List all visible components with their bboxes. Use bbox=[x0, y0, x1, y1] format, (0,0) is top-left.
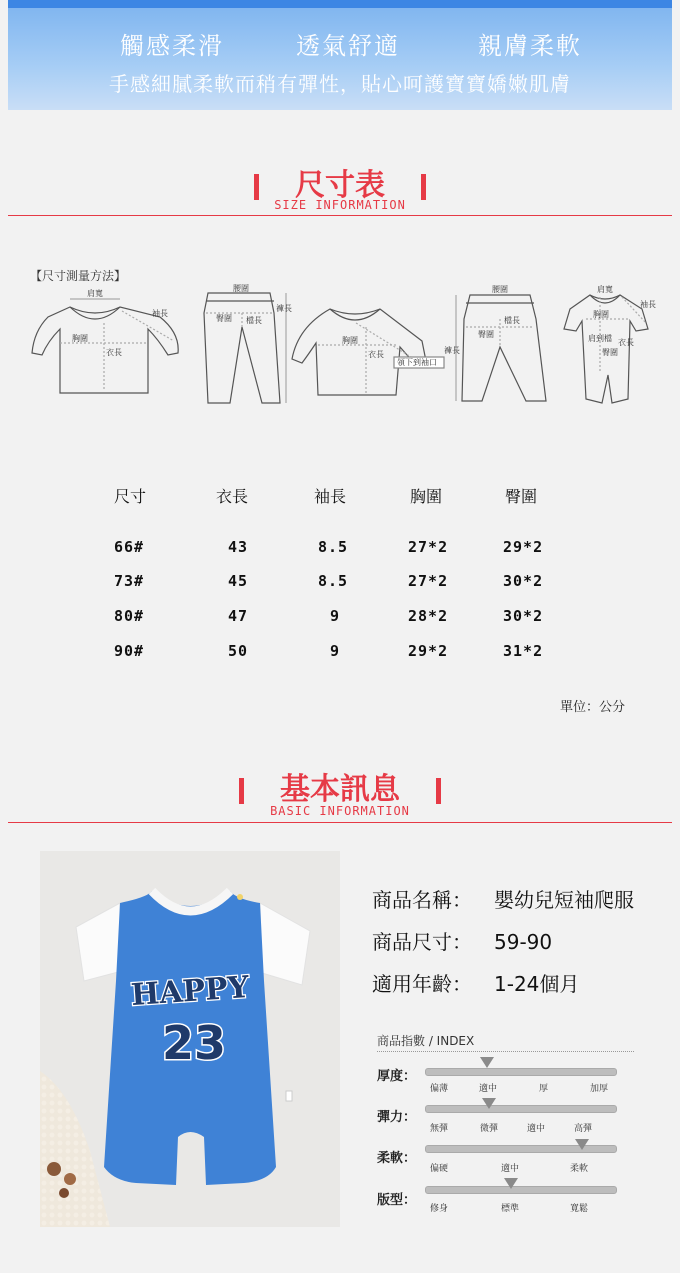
table-cell: 73# bbox=[114, 572, 145, 590]
feature-2: 透氣舒適 bbox=[296, 32, 400, 60]
table-header: 胸圍 bbox=[410, 487, 443, 506]
top-banner bbox=[8, 0, 672, 110]
measure-method-label: 【尺寸測量方法】 bbox=[30, 269, 127, 283]
svg-text:肩到檔: 肩到檔 bbox=[588, 334, 612, 343]
basic-title-text: 基本訊息 bbox=[280, 772, 400, 807]
svg-text:檔長: 檔長 bbox=[246, 316, 262, 325]
romper-illustration bbox=[40, 851, 340, 1227]
slider-label: 厚度： bbox=[377, 1069, 417, 1084]
slider-option: 柔軟 bbox=[570, 1164, 589, 1174]
index-title: 商品指數 / INDEX bbox=[377, 1034, 475, 1048]
basic-section-rule bbox=[8, 822, 672, 823]
table-header: 衣長 bbox=[216, 487, 249, 506]
slider-marker bbox=[575, 1139, 589, 1150]
feature-3: 親膚柔軟 bbox=[478, 32, 582, 60]
svg-text:胸圍: 胸圍 bbox=[342, 336, 358, 345]
slider-marker bbox=[504, 1178, 518, 1189]
slider-option: 無彈 bbox=[430, 1124, 449, 1134]
svg-text:胸圍: 胸圍 bbox=[593, 310, 609, 319]
slider-label: 版型： bbox=[377, 1193, 417, 1208]
table-cell: 90# bbox=[114, 642, 145, 660]
table-cell: 43 bbox=[228, 538, 249, 556]
slider-track bbox=[425, 1186, 617, 1194]
top-diagram bbox=[32, 288, 178, 393]
slider-option: 偏硬 bbox=[430, 1164, 449, 1174]
table-cell: 30*2 bbox=[503, 572, 544, 590]
title-bar-left bbox=[239, 778, 244, 804]
slider-option: 偏薄 bbox=[430, 1084, 449, 1094]
basic-section-title bbox=[0, 764, 680, 808]
svg-text:領下到袖口: 領下到袖口 bbox=[397, 358, 437, 367]
table-cell: 45 bbox=[228, 572, 249, 590]
slider-track bbox=[425, 1068, 617, 1076]
table-cell: 30*2 bbox=[503, 607, 544, 625]
size-section-rule bbox=[8, 215, 672, 216]
slider-option: 微彈 bbox=[480, 1124, 499, 1134]
slider-option: 修身 bbox=[430, 1204, 449, 1214]
slider-option: 適中 bbox=[479, 1084, 498, 1094]
svg-text:胸圍: 胸圍 bbox=[72, 334, 88, 343]
svg-text:臀圍: 臀圍 bbox=[478, 330, 494, 339]
slider-option: 適中 bbox=[527, 1124, 546, 1134]
romper-word: HAPPY bbox=[129, 969, 251, 1014]
svg-text:衣長: 衣長 bbox=[618, 338, 634, 347]
table-cell: 47 bbox=[228, 607, 249, 625]
table-cell: 9 bbox=[330, 607, 341, 625]
slider-option: 標準 bbox=[501, 1204, 520, 1214]
slider-option: 厚 bbox=[539, 1084, 549, 1094]
svg-text:衣長: 衣長 bbox=[368, 350, 384, 359]
romper-number: 23 bbox=[161, 1016, 227, 1070]
raglan-top-diagram bbox=[292, 309, 444, 395]
table-cell: 29*2 bbox=[408, 642, 449, 660]
pants-diagram bbox=[204, 283, 292, 403]
title-bar-left bbox=[254, 174, 259, 200]
table-cell: 31*2 bbox=[503, 642, 544, 660]
svg-text:腰圍: 腰圍 bbox=[233, 284, 249, 293]
product-photo bbox=[40, 851, 340, 1227]
info-key: 商品尺寸： bbox=[372, 930, 472, 954]
table-header: 尺寸 bbox=[114, 487, 147, 506]
feature-1: 觸感柔滑 bbox=[120, 32, 224, 60]
svg-text:袖長: 袖長 bbox=[640, 300, 656, 309]
table-cell: 66# bbox=[114, 538, 145, 556]
table-cell: 29*2 bbox=[503, 538, 544, 556]
table-cell: 8.5 bbox=[318, 572, 349, 590]
romper-diagram bbox=[564, 284, 656, 403]
slider-option: 加厚 bbox=[590, 1084, 609, 1094]
svg-text:腰圍: 腰圍 bbox=[492, 285, 508, 294]
svg-text:肩寬: 肩寬 bbox=[87, 289, 103, 298]
table-header: 袖長 bbox=[314, 487, 347, 506]
svg-text:衣長: 衣長 bbox=[106, 348, 122, 357]
info-value: 嬰幼兒短袖爬服 bbox=[494, 888, 634, 912]
table-cell: 27*2 bbox=[408, 572, 449, 590]
svg-text:袖長: 袖長 bbox=[152, 309, 168, 318]
measurement-diagrams bbox=[30, 283, 670, 413]
info-value: 1-24個月 bbox=[494, 972, 580, 996]
svg-text:臀圍: 臀圍 bbox=[216, 314, 232, 323]
banner-subtitle: 手感細膩柔軟而稍有彈性，貼心呵護寶寶嬌嫩肌膚 bbox=[109, 72, 571, 96]
table-cell: 80# bbox=[114, 607, 145, 625]
svg-text:臀圍: 臀圍 bbox=[602, 348, 618, 357]
info-row-name bbox=[372, 884, 634, 913]
info-key: 商品名稱： bbox=[372, 888, 472, 912]
slider-label: 彈力： bbox=[377, 1110, 417, 1125]
info-key: 適用年齡： bbox=[372, 972, 472, 996]
banner-topbar bbox=[8, 0, 672, 8]
slider-marker bbox=[480, 1057, 494, 1068]
shorts-diagram bbox=[444, 284, 546, 401]
slider-option: 寬鬆 bbox=[570, 1204, 589, 1214]
slider-option: 適中 bbox=[501, 1164, 520, 1174]
title-bar-right bbox=[436, 778, 441, 804]
index-rule bbox=[377, 1051, 634, 1052]
size-title-text: 尺寸表 bbox=[295, 168, 385, 203]
slider-option: 高彈 bbox=[574, 1124, 593, 1134]
table-cell: 50 bbox=[228, 642, 249, 660]
title-bar-right bbox=[421, 174, 426, 200]
size-section-subtitle: SIZE INFORMATION bbox=[274, 198, 406, 212]
basic-section-subtitle: BASIC INFORMATION bbox=[270, 804, 410, 818]
slider-track bbox=[425, 1105, 617, 1113]
unit-note: 單位：公分 bbox=[560, 700, 626, 715]
svg-text:檔長: 檔長 bbox=[504, 316, 520, 325]
slider-marker bbox=[482, 1098, 496, 1109]
info-row-age bbox=[372, 968, 579, 997]
table-cell: 27*2 bbox=[408, 538, 449, 556]
table-header: 臀圍 bbox=[505, 487, 538, 506]
info-value: 59-90 bbox=[494, 930, 553, 954]
table-cell: 9 bbox=[330, 642, 341, 660]
table-cell: 28*2 bbox=[408, 607, 449, 625]
slider-label: 柔軟： bbox=[377, 1151, 417, 1166]
svg-text:肩寬: 肩寬 bbox=[597, 285, 613, 294]
table-cell: 8.5 bbox=[318, 538, 349, 556]
info-row-size bbox=[372, 926, 552, 955]
svg-text:褲長: 褲長 bbox=[276, 304, 292, 313]
svg-text:褲長: 褲長 bbox=[444, 346, 460, 355]
